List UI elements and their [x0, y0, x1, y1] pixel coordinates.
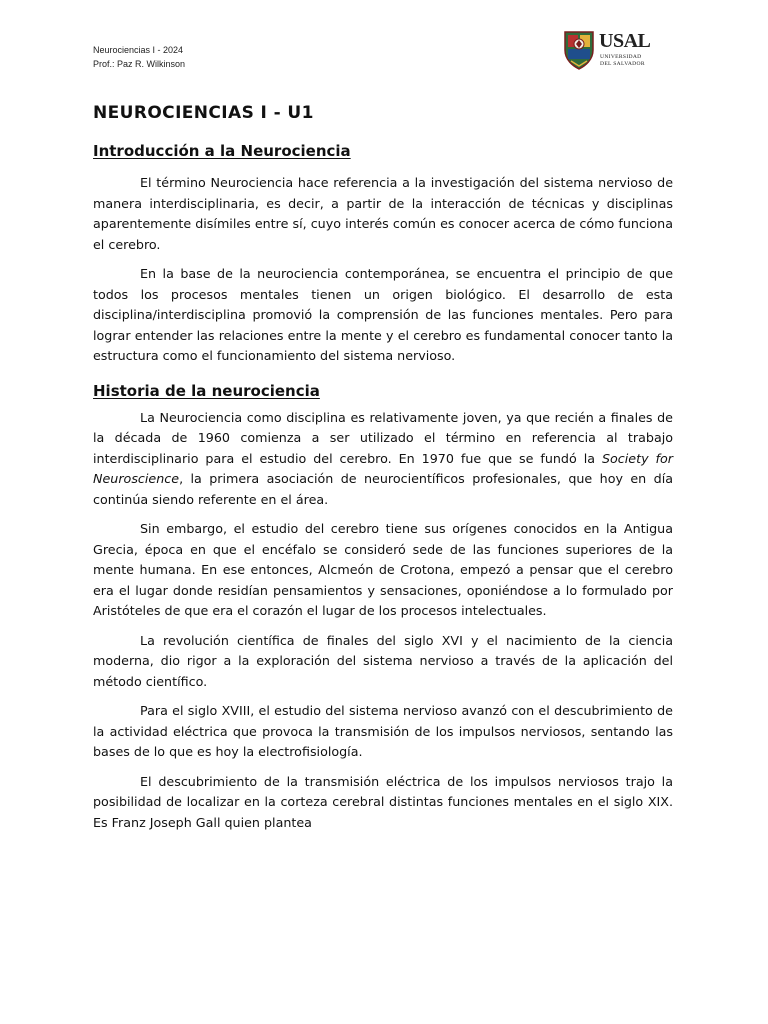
history-paragraph-4: Para el siglo XVIII, el estudio del sistema nervioso avanzó con el descubrimiento de la actividad eléctrica que provoca la transmisión de los impulsos nerviosos, sentando las bases de lo que es hoy la electrofisiología.	[93, 703, 673, 759]
society-name: Society for Neuroscience	[93, 450, 673, 486]
history-paragraph-2: Sin embargo, el estudio del cerebro tiene sus orígenes conocidos en la Antigua Grecia, época en que el encéfalo se consideró sede de las funciones superiores de la mente humana. En ese entonces, Alcmeón de Crotona, empezó a pensar que el cerebro era el lugar donde residían pensamientos y sensaciones, oponiéndose a lo formulado por Aristóteles de que era el corazón el lugar de los procesos intelectuales.	[93, 521, 673, 618]
usal-logo	[563, 30, 663, 72]
professor-line: Prof.: Paz R. Wilkinson	[93, 59, 186, 69]
section-heading-intro: Introducción a la Neurociencia	[93, 142, 351, 160]
intro-paragraph-1: El término Neurociencia hace referencia a la investigación del sistema nervioso de manera interdisciplinaria, es decir, a partir de la interacción de técnicas y disciplinas aparentemente disímiles entre sí, cuyo interés común es conocer acerca de cómo funciona el cerebro.	[93, 175, 673, 252]
history-paragraph-5: El descubrimiento de la transmisión eléctrica de los impulsos nerviosos trajo la posibilidad de localizar en la corteza cerebral distintas funciones mentales en el siglo XIX. Es Franz Joseph Gall quien plantea	[93, 773, 673, 830]
logo-subtitle-1: UNIVERSIDAD	[600, 54, 642, 60]
logo-wordmark: USAL	[599, 30, 651, 52]
history-paragraph-1	[93, 408, 673, 511]
history-paragraph-3: La revolución científica de finales del siglo XVI y el nacimiento de la ciencia moderna, dio rigor a la exploración del sistema nervioso a través de la aplicación del método científico.	[93, 632, 673, 689]
university-crest-icon	[563, 30, 595, 70]
document-title: NEUROCIENCIAS I - U1	[93, 103, 314, 123]
history-p1-text-end: , la primera asociación de neurocientíficos profesionales, que hoy en día continúa siendo referente en el área.	[93, 471, 673, 507]
intro-paragraph-2: En la base de la neurociencia contemporánea, se encuentra el principio de que todos los procesos mentales tienen un origen biológico. El desarrollo de esta disciplina/interdisciplina promovió la comprensión de las funciones mentales. Pero para lograr entender las relaciones entre la mente y el cerebro es fundamental conocer tanto la estructura como el funcionamiento del sistema nervioso.	[93, 266, 673, 363]
section-heading-history: Historia de la neurociencia	[93, 381, 320, 400]
document-body	[93, 96, 673, 842]
page-header	[93, 43, 185, 71]
logo-subtitle-2: DEL SALVADOR	[600, 61, 645, 67]
course-line: Neurociencias I - 2024	[93, 45, 184, 55]
history-p1-text-start: La Neurociencia como disciplina es relativamente joven, ya que recién a finales de la década de 1960 comienza a ser utilizado el término en referencia al trabajo interdisciplinario para el estudio del cerebro. En 1970 fue que se fundó la	[93, 409, 673, 466]
